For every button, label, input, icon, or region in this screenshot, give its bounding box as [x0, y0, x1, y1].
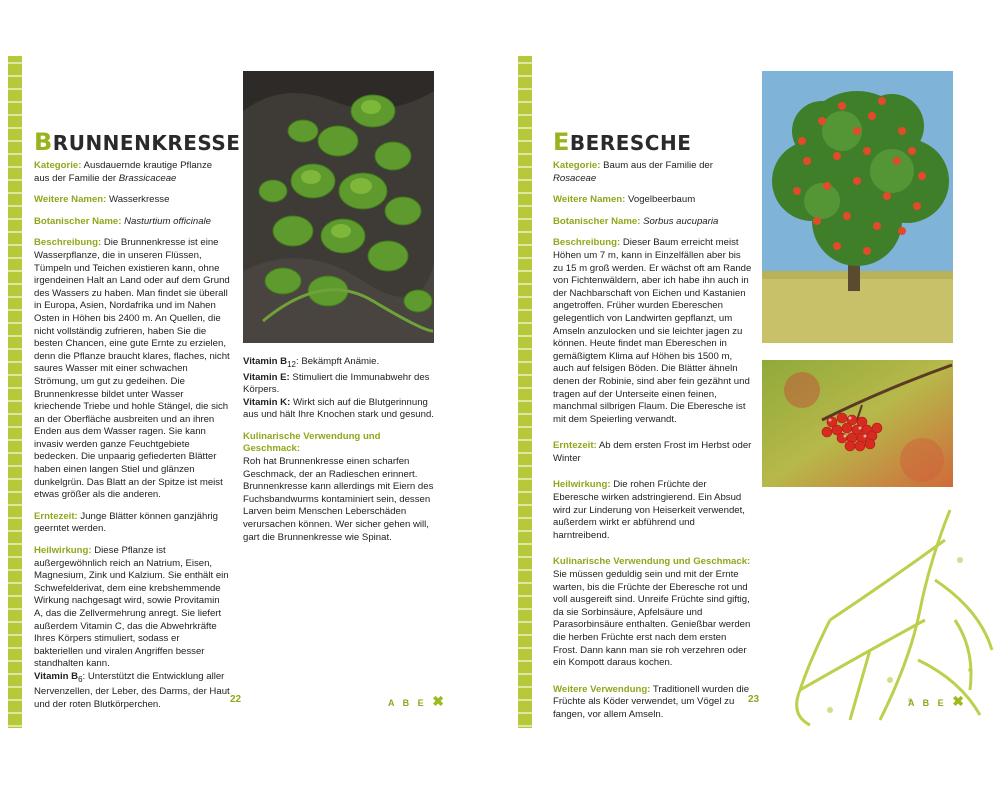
right-page-edge-decoration — [518, 56, 532, 728]
watercress-photo — [243, 71, 434, 343]
brand-x-icon: ✖ — [952, 693, 964, 709]
meta-category: Kategorie: Baum aus der Familie der Rosaceae — [553, 160, 713, 184]
title-rest: RUNNENKRESSE — [52, 131, 241, 155]
page-title — [553, 128, 691, 156]
harvest-time: Erntezeit: Ab dem ersten Frost im Herbst oder Winter — [553, 440, 752, 464]
healing-effect: Heilwirkung: Die rohen Früchte der Eberesche wirken adstringierend. Ein Absud wird zur Linderung von Heiserkeit verwendet, außerdem wirkt er abführend und harntreibend. — [553, 479, 745, 541]
vitamin-k: Vitamin K: Wirkt sich auf die Blutgerinnung aus und hält Ihre Knochen stark und gesund. — [243, 396, 434, 421]
vitamin-e: Vitamin E: Stimuliert die Immunabwehr des Körpers. — [243, 371, 430, 396]
title-initial: B — [34, 128, 53, 156]
other-uses: Weitere Verwendung: Traditionell wurden die Früchte als Köder verwendet, um Vögel zu fangen, vor allem Amseln. — [553, 683, 750, 720]
harvest-time: Erntezeit: Junge Blätter können ganzjährig geerntet werden. — [34, 510, 218, 535]
meta-other-names: Weitere Namen: Wasserkresse — [34, 194, 170, 206]
left-page-edge-decoration — [8, 56, 22, 728]
vitamin-b6: Vitamin $B_6$: Unterstützt die Entwicklung aller Nervenzellen, der Leber, des Darms, der Haut und der roten Blutkörperchen. — [34, 670, 230, 711]
rowan-berries-photo — [762, 360, 953, 487]
culinary-text: Roh hat Brunnenkresse einen scharfen Geschmack, der an Radieschen erinnert. Brunnenkresse kann allerdings mit Eiern des Fuchsbandwurms kontaminiert sein, dessen Larven beim Menschen Leberschäden verursachen können. Wer sicher gehen will, gart die Brunnenkresse wie Spinat. — [243, 456, 434, 543]
left-column-2 — [243, 356, 439, 553]
page-number: 22 — [230, 694, 242, 705]
rowan-tree-photo — [762, 71, 953, 343]
meta-botanical-name: Botanischer Name: Nasturtium officinale — [34, 215, 212, 227]
vitamin-b12: Vitamin $B_{12}$: Bekämpft Anämie. — [243, 356, 380, 369]
healing-effect: Heilwirkung: Diese Pflanze ist außergewöhnlich reich an Natrium, Eisen, Magnesium, Zink und Kalzium. Sie enthält ein Schwefelderivat, dem eine krebshemmende Wirkung nachgesagt wird, sowie Provitamin A, das die Zellvermehrung anregt. Sie liefert außerdem Vitamin C, das die Abwehrkräfte Ihres Körpers stimuliert, sodass er bakteriellen und viralen Angriffen besser standhalten kann. — [34, 545, 229, 670]
brand-mark: A B E ✖ — [388, 693, 444, 709]
culinary-text: Sie müssen geduldig sein und mit der Ernte warten, bis die Früchte der Eberesche rot und voll ausgereift sind. Unreife Früchte sind giftig, da sie Sorbinsäure, Apfelsäure und Parasorbinsäure enthalten. Genießbar werden die herben Früchte erst nach dem ersten Frost. Dann kann man sie roh verzehren oder ein Kompott daraus kochen. — [553, 569, 751, 669]
right-column — [553, 160, 753, 731]
page-number: 23 — [748, 694, 760, 705]
brand-x-icon: ✖ — [432, 693, 444, 709]
description: Beschreibung: Die Brunnenkresse ist eine Wasserpflanze, die in unseren Flüssen, Tümpeln und Teichen existieren kann, ohne irgendeinen Halt an Land oder auf dem Grund des Wassers zu haben. Man findet sie überall in Europa, Asien, Nordafrika und im Nahen Osten in Höhen bis 2400 m. An Quellen, die nicht vollständig zufrieren, haben Sie die besten Chancen, eine gute Ernte zu erzielen, denn die Pflanze braucht klares, flaches, nicht saures Wasser mit einer schwachen Strömung, um gut zu gedeihen. Die Brunnenkresse bildet unter Wasser kriechende Triebe und hohle Stängel, die sich an der Oberfläche ausbreiten und an ihren Enden aus dem Wasser ragen. Sie kann invasiv werden ganze Feuchtgebiete bedecken. Die unpaarig gefiederten Blätter haben einen langen Stiel und glänzen dunkelgrün. Das Blatt an der Spitze ist meist etwas größer als die anderen. — [34, 237, 230, 501]
culinary-label: Kulinarische Verwendung und Geschmack: — [553, 556, 751, 568]
brand-mark: A B E ✖ — [908, 693, 964, 709]
left-column-1 — [34, 160, 230, 721]
page-title — [34, 128, 240, 156]
meta-category: Kategorie: Ausdauernde krautige Pflanze aus der Familie der Brassicaceae — [34, 160, 213, 184]
title-initial: E — [553, 128, 570, 156]
meta-botanical-name: Botanischer Name: Sorbus aucuparia — [553, 215, 719, 227]
meta-other-names: Weitere Namen: Vogelbeerbaum — [553, 194, 696, 206]
description: Beschreibung: Dieser Baum erreicht meist Höhen um 7 m, kann in Einzelfällen aber bis zu 15 m groß werden. Er wächst oft am Rande von Fichtenwäldern, aber ich habe ihn auch in der Nachbarschaft von Eichen und Kastanien angetroffen. Früher wurden Ebereschen gelegentlich von Landwirten gepflanzt, um Amseln anzulocken und sie leichter jagen zu können. Heute findet man Ebereschen in gemäßigtem Klima auf Höhen bis 1500 m, auch auf felsigen Böden. Die Blätter ähneln denen der Robinie, sind aber fein gezähnt und tragen auf der Unterseite einen feinen, manchmal silbrigen Flaum. Die Eberesche ist mit dem Speierling verwandt. — [553, 237, 752, 425]
title-rest: BERESCHE — [569, 131, 692, 155]
culinary-label: Kulinarische Verwendung und Geschmack: — [243, 430, 381, 455]
